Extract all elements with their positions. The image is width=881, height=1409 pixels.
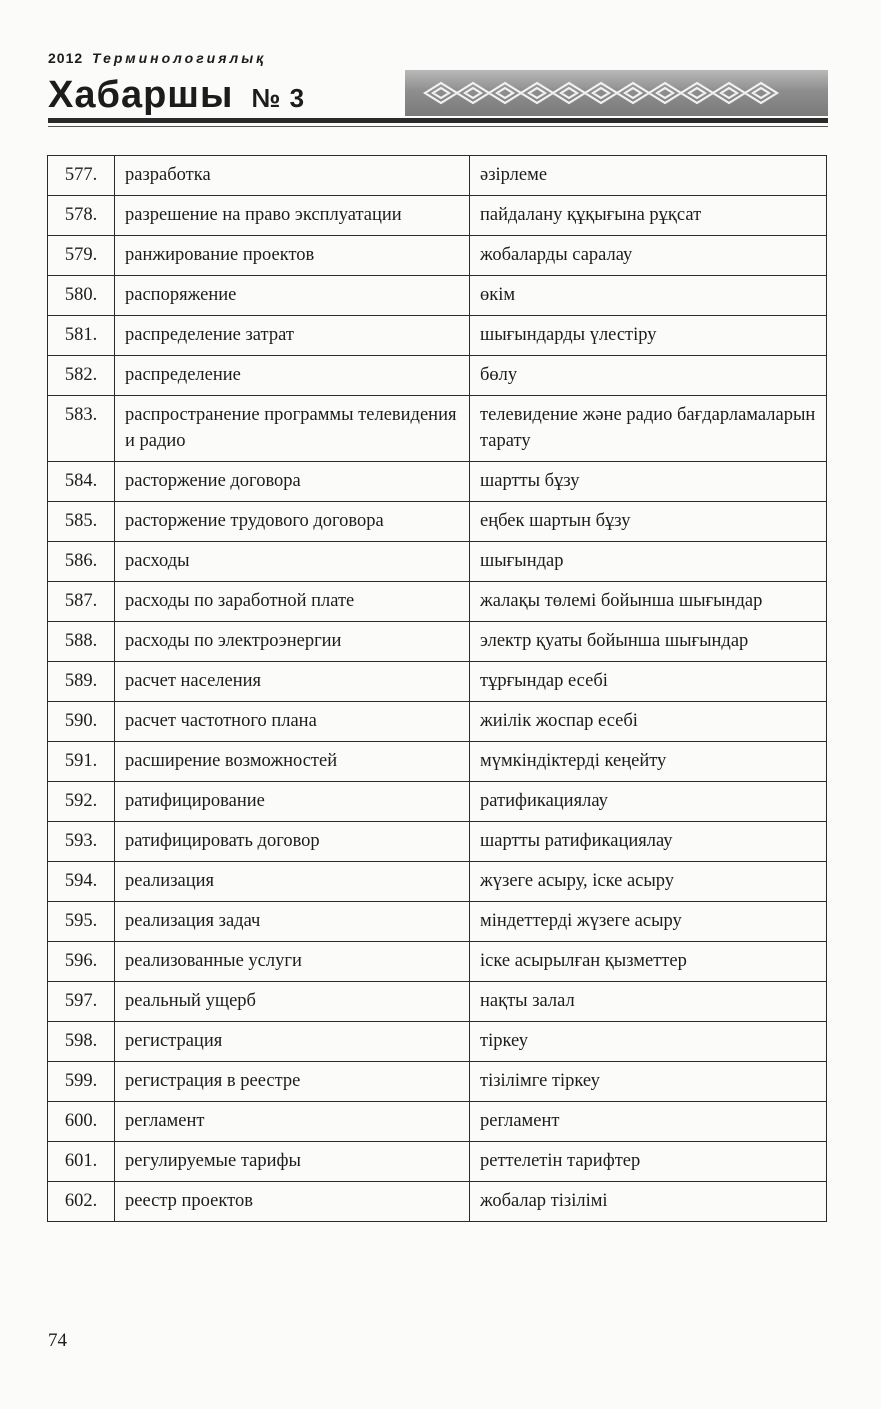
term-russian: регулируемые тарифы — [115, 1142, 470, 1182]
term-kazakh: шығындар — [470, 542, 827, 582]
table-row — [48, 1182, 827, 1222]
row-number: 584. — [48, 462, 115, 502]
term-russian: разрешение на право эксплуатации — [115, 196, 470, 236]
row-number: 598. — [48, 1022, 115, 1062]
term-kazakh: еңбек шартын бұзу — [470, 502, 827, 542]
table-row — [48, 1142, 827, 1182]
row-number: 599. — [48, 1062, 115, 1102]
row-number: 590. — [48, 702, 115, 742]
term-kazakh: өкім — [470, 276, 827, 316]
row-number: 601. — [48, 1142, 115, 1182]
row-number: 586. — [48, 542, 115, 582]
ornament-band — [405, 70, 828, 116]
table-row — [48, 276, 827, 316]
row-number: 589. — [48, 662, 115, 702]
term-russian: расторжение трудового договора — [115, 502, 470, 542]
term-russian: расширение возможностей — [115, 742, 470, 782]
row-number: 587. — [48, 582, 115, 622]
term-kazakh: реттелетін тарифтер — [470, 1142, 827, 1182]
header-rule-thin — [48, 126, 828, 127]
table-row — [48, 622, 827, 662]
table-row — [48, 316, 827, 356]
table-row — [48, 662, 827, 702]
row-number: 578. — [48, 196, 115, 236]
term-kazakh: регламент — [470, 1102, 827, 1142]
term-russian: ратифицировать договор — [115, 822, 470, 862]
row-number: 593. — [48, 822, 115, 862]
row-number: 592. — [48, 782, 115, 822]
term-kazakh: жиілік жоспар есебі — [470, 702, 827, 742]
row-number: 594. — [48, 862, 115, 902]
term-kazakh: шартты ратификациялау — [470, 822, 827, 862]
term-russian: реализованные услуги — [115, 942, 470, 982]
page-header — [0, 0, 881, 140]
term-russian: реальный ущерб — [115, 982, 470, 1022]
term-kazakh: нақты залал — [470, 982, 827, 1022]
table-row — [48, 1022, 827, 1062]
header-issue: № 3 — [251, 83, 306, 113]
term-russian: распоряжение — [115, 276, 470, 316]
term-russian: регламент — [115, 1102, 470, 1142]
table-row — [48, 942, 827, 982]
term-russian: реализация — [115, 862, 470, 902]
row-number: 585. — [48, 502, 115, 542]
row-number: 580. — [48, 276, 115, 316]
row-number: 602. — [48, 1182, 115, 1222]
term-kazakh: жобалар тізілімі — [470, 1182, 827, 1222]
term-russian: распределение затрат — [115, 316, 470, 356]
term-russian: расходы — [115, 542, 470, 582]
row-number: 579. — [48, 236, 115, 276]
term-russian: расчет частотного плана — [115, 702, 470, 742]
table-row — [48, 1062, 827, 1102]
term-russian: ратифицирование — [115, 782, 470, 822]
term-kazakh: бөлу — [470, 356, 827, 396]
term-russian: расходы по заработной плате — [115, 582, 470, 622]
row-number: 600. — [48, 1102, 115, 1142]
header-subtitle — [48, 50, 266, 66]
table-row — [48, 982, 827, 1022]
table-row — [48, 236, 827, 276]
term-russian: распространение программы телевидения и радио — [115, 396, 470, 462]
term-russian: реализация задач — [115, 902, 470, 942]
term-russian: распределение — [115, 356, 470, 396]
table-row — [48, 196, 827, 236]
term-kazakh: іске асырылған қызметтер — [470, 942, 827, 982]
row-number: 595. — [48, 902, 115, 942]
term-russian: разработка — [115, 156, 470, 196]
term-kazakh: электр қуаты бойынша шығындар — [470, 622, 827, 662]
header-year: 2012 — [48, 50, 84, 66]
table-row — [48, 862, 827, 902]
ornament-pattern-icon — [405, 70, 828, 116]
term-kazakh: телевидение және радио бағдарламаларын тарату — [470, 396, 827, 462]
term-kazakh: пайдалану құқығына рұқсат — [470, 196, 827, 236]
term-russian: расходы по электроэнергии — [115, 622, 470, 662]
term-kazakh: шартты бұзу — [470, 462, 827, 502]
row-number: 591. — [48, 742, 115, 782]
table-row — [48, 156, 827, 196]
header-title-small: Терминологиялық — [92, 50, 267, 66]
header-rule-thick — [48, 118, 828, 123]
page-number: 74 — [48, 1330, 67, 1351]
table-row — [48, 462, 827, 502]
term-russian: ранжирование проектов — [115, 236, 470, 276]
terms-table-body — [48, 156, 827, 1222]
table-row — [48, 702, 827, 742]
table-row — [48, 356, 827, 396]
table-row — [48, 902, 827, 942]
term-kazakh: жобаларды саралау — [470, 236, 827, 276]
terms-table — [47, 155, 827, 1222]
term-kazakh: шығындарды үлестіру — [470, 316, 827, 356]
table-row — [48, 822, 827, 862]
term-russian: реестр проектов — [115, 1182, 470, 1222]
row-number: 588. — [48, 622, 115, 662]
table-row — [48, 1102, 827, 1142]
term-kazakh: ратификациялау — [470, 782, 827, 822]
table-row — [48, 542, 827, 582]
term-kazakh: тіркеу — [470, 1022, 827, 1062]
row-number: 597. — [48, 982, 115, 1022]
term-kazakh: тұрғындар есебі — [470, 662, 827, 702]
row-number: 582. — [48, 356, 115, 396]
row-number: 581. — [48, 316, 115, 356]
term-russian: расторжение договора — [115, 462, 470, 502]
term-kazakh: міндеттерді жүзеге асыру — [470, 902, 827, 942]
term-kazakh: тізілімге тіркеу — [470, 1062, 827, 1102]
row-number: 596. — [48, 942, 115, 982]
header-title — [48, 72, 305, 121]
table-row — [48, 582, 827, 622]
table-row — [48, 742, 827, 782]
table-row — [48, 502, 827, 542]
term-kazakh: әзірлеме — [470, 156, 827, 196]
term-kazakh: жүзеге асыру, іске асыру — [470, 862, 827, 902]
term-russian: регистрация в реестре — [115, 1062, 470, 1102]
header-title-big: Хабаршы — [48, 74, 234, 116]
table-row — [48, 396, 827, 462]
term-russian: регистрация — [115, 1022, 470, 1062]
row-number: 583. — [48, 396, 115, 462]
row-number: 577. — [48, 156, 115, 196]
term-russian: расчет населения — [115, 662, 470, 702]
term-kazakh: мүмкіндіктерді кеңейту — [470, 742, 827, 782]
term-kazakh: жалақы төлемі бойынша шығындар — [470, 582, 827, 622]
table-row — [48, 782, 827, 822]
